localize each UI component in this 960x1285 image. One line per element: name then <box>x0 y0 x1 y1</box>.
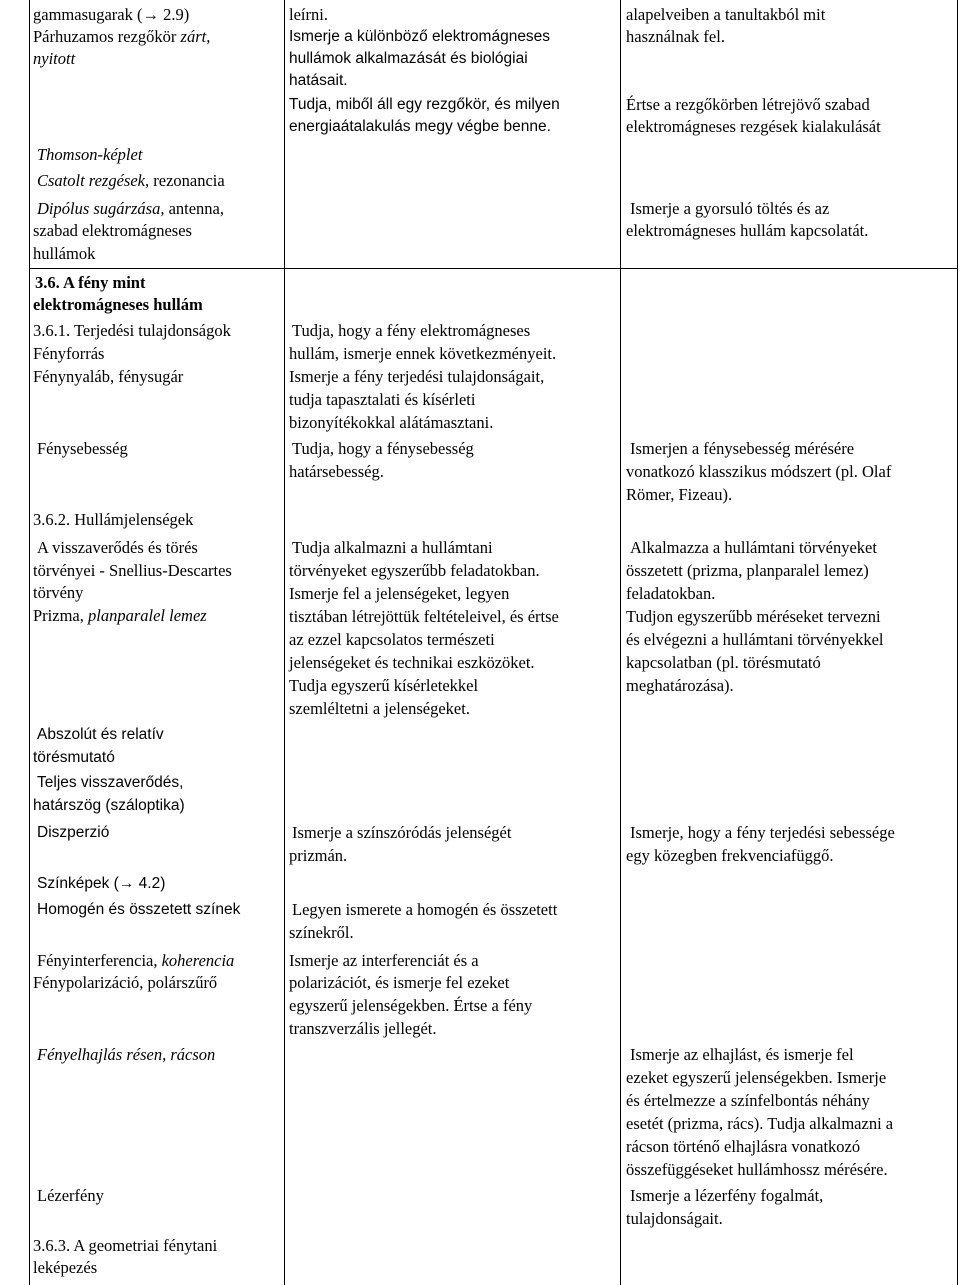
topic-szabad: szabad elektromágneses <box>33 221 192 240</box>
topic-polarizacio: Fénypolarizáció, polárszűrő <box>33 973 218 992</box>
req-g2: polarizációt, és ismerje fel ezeket <box>289 973 510 992</box>
adv-a2: használnak fel. <box>626 27 725 46</box>
adv-c1: Ismerje a gyorsuló töltés és az <box>630 199 830 218</box>
adv-g4: esetét (prizma, rács). Tudja alkalmazni a <box>626 1114 894 1133</box>
adv-e3: feladatokban. <box>626 584 716 603</box>
topic-rezgokor-zart: zárt, <box>180 27 211 46</box>
adv-d2: vonatkozó klasszikus módszert (pl. Olaf <box>626 462 892 481</box>
adv-d1: Ismerjen a fénysebesség mérésére <box>630 439 855 458</box>
adv-e5: és elvégezni a hullámtani törvényekkel <box>626 630 884 649</box>
topic-hullamok: hullámok <box>33 244 96 263</box>
adv-a1: alapelveiben a tanultakból mit <box>626 5 826 24</box>
topic-lezerfeny: Lézerfény <box>37 1186 104 1205</box>
topic-thomson: Thomson-képlet <box>37 145 143 164</box>
adv-d3: Römer, Fizeau). <box>626 485 733 504</box>
adv-b2: elektromágneses rezgések kialakulását <box>626 117 881 136</box>
topic-interferencia <box>37 950 234 973</box>
req-f1: Legyen ismerete a homogén és összetett <box>292 900 558 919</box>
topic-prizma-italic: planparalel lemez <box>88 606 207 625</box>
req-d6: jelenségeket és technikai eszközöket. <box>289 653 535 672</box>
topic-rezgokor <box>33 26 210 49</box>
topic-csatolt <box>37 170 225 193</box>
topic-homogen: Homogén és összetett színek <box>37 901 241 918</box>
req-b1: Tudja, hogy a fény elektromágneses <box>292 321 531 340</box>
topic-visszaverodes-2: törvényei - Snellius-Descartes <box>33 561 232 580</box>
topic-prizma <box>33 605 207 628</box>
adv-e1: Alkalmazza a hullámtani törvényeket <box>630 538 877 557</box>
adv-g2: ezeket egyszerű jelenségekben. Ismerje <box>626 1068 887 1087</box>
adv-g3: és értelmezze a színfelbontás néhány <box>626 1091 870 1110</box>
adv-e4: Tudjon egyszerűbb méréseket tervezni <box>626 607 881 626</box>
topic-interferencia-label: Fényinterferencia, <box>37 951 158 970</box>
topic-diszperzio: Diszperzió <box>37 824 110 841</box>
req-a4: hatásait. <box>289 72 348 89</box>
adv-h2: tulajdonságait. <box>626 1209 723 1228</box>
adv-g6: összefüggéseket hullámhossz mérésére. <box>626 1160 888 1179</box>
req-e1: Ismerje a színszóródás jelenségét <box>292 823 512 842</box>
topic-prizma-label: Prizma, <box>33 606 84 625</box>
topic-interferencia-italic: koherencia <box>161 951 235 970</box>
table-row-divider <box>29 268 957 269</box>
req-d5: az ezzel kapcsolatos természeti <box>289 630 495 649</box>
topic-elhajlas: Fényelhajlás résen, rácson <box>37 1045 216 1064</box>
topic-szinkepek: Színképek (→ 4.2) <box>37 875 166 892</box>
req-d3: Ismerje fel a jelenségeket, legyen <box>289 584 510 603</box>
req-f2: színekről. <box>289 923 354 942</box>
topic-fenysebesseg: Fénysebesség <box>37 439 128 458</box>
topic-dipolus-italic: Dipólus sugárzása, <box>37 199 165 218</box>
req-a6: energiaátalakulás megy végbe benne. <box>289 118 551 135</box>
req-c1: Tudja, hogy a fénysebesség <box>292 439 474 458</box>
topic-teljes-2: határszög (száloptika) <box>33 797 185 814</box>
topic-rezgokor-label: Párhuzamos rezgőkör <box>33 27 177 46</box>
adv-e7: meghatározása). <box>626 676 734 695</box>
req-g3: egyszerű jelenségekben. Értse a fény <box>289 996 533 1015</box>
topic-dipolus-rest: antenna, <box>168 199 225 218</box>
req-b5: bizonyítékokkal alátámasztani. <box>289 413 494 432</box>
topic-csatolt-rest: rezonancia <box>153 171 225 190</box>
section-3-6-3-title: 3.6.3. A geometriai fénytani <box>33 1236 218 1255</box>
topic-fenynyalab: Fénynyaláb, fénysugár <box>33 367 184 386</box>
req-d2: törvényeket egyszerűbb feladatokban. <box>289 561 540 580</box>
table-border-right <box>957 0 958 1285</box>
topic-dipolus <box>37 198 224 221</box>
adv-f2: egy közegben frekvenciafüggő. <box>626 846 834 865</box>
topic-teljes-1: Teljes visszaverődés, <box>37 774 184 791</box>
req-e2: prizmán. <box>289 846 348 865</box>
req-g4: transzverzális jellegét. <box>289 1019 437 1038</box>
table-column-divider-2 <box>620 0 621 1285</box>
topic-gammasugarak: gammasugarak (→ 2.9) <box>33 5 190 24</box>
topic-abszolut-2: törésmutató <box>33 749 115 766</box>
req-c2: határsebesség. <box>289 462 384 481</box>
topic-visszaverodes-3: törvény <box>33 583 84 602</box>
section-3-6-3-subtitle: leképezés <box>33 1258 98 1277</box>
adv-e6: kapcsolatban (pl. törésmutató <box>626 653 821 672</box>
adv-g5: rácson történő elhajlásra vonatkozó <box>626 1137 861 1156</box>
adv-c2: elektromágneses hullám kapcsolatát. <box>626 221 869 240</box>
topic-visszaverodes-1: A visszaverődés és törés <box>37 538 198 557</box>
req-g1: Ismerje az interferenciát és a <box>289 951 479 970</box>
req-d4: tisztában létrejöttük feltételeivel, és értse <box>289 607 559 626</box>
topic-csatolt-italic: Csatolt rezgések, <box>37 171 150 190</box>
req-d8: szemléltetni a jelenségeket. <box>289 699 470 718</box>
req-a2: Ismerje a különböző elektromágneses <box>289 28 551 45</box>
adv-b1: Értse a rezgőkörben létrejövő szabad <box>626 95 870 114</box>
section-3-6-title: 3.6. A fény mint <box>35 273 146 292</box>
req-a3: hullámok alkalmazását és biológiai <box>289 50 528 67</box>
adv-f1: Ismerje, hogy a fény terjedési sebessége <box>630 823 895 842</box>
req-b3: Ismerje a fény terjedési tulajdonságait, <box>289 367 545 386</box>
section-3-6-subtitle: elektromágneses hullám <box>33 295 203 314</box>
topic-nyitott: nyitott <box>33 49 76 68</box>
req-a5: Tudja, miből áll egy rezgőkör, és milyen <box>289 96 560 113</box>
adv-h1: Ismerje a lézerfény fogalmát, <box>630 1186 824 1205</box>
table-column-divider-1 <box>284 0 285 1285</box>
adv-e2: összetett (prizma, planparalel lemez) <box>626 561 869 580</box>
req-b4: tudja tapasztalati és kísérleti <box>289 390 476 409</box>
req-d7: Tudja egyszerű kísérletekkel <box>289 676 479 695</box>
adv-g1: Ismerje az elhajlást, és ismerje fel <box>630 1045 854 1064</box>
req-b2: hullám, ismerje ennek következményeit. <box>289 344 557 363</box>
topic-fenyforras: Fényforrás <box>33 344 105 363</box>
req-a1: leírni. <box>289 5 328 24</box>
table-border-left <box>29 0 30 1285</box>
topic-abszolut-1: Abszolút és relatív <box>37 726 164 743</box>
section-3-6-1-title: 3.6.1. Terjedési tulajdonságok <box>33 321 231 340</box>
req-d1: Tudja alkalmazni a hullámtani <box>292 538 493 557</box>
section-3-6-2-title: 3.6.2. Hullámjelenségek <box>33 510 194 529</box>
